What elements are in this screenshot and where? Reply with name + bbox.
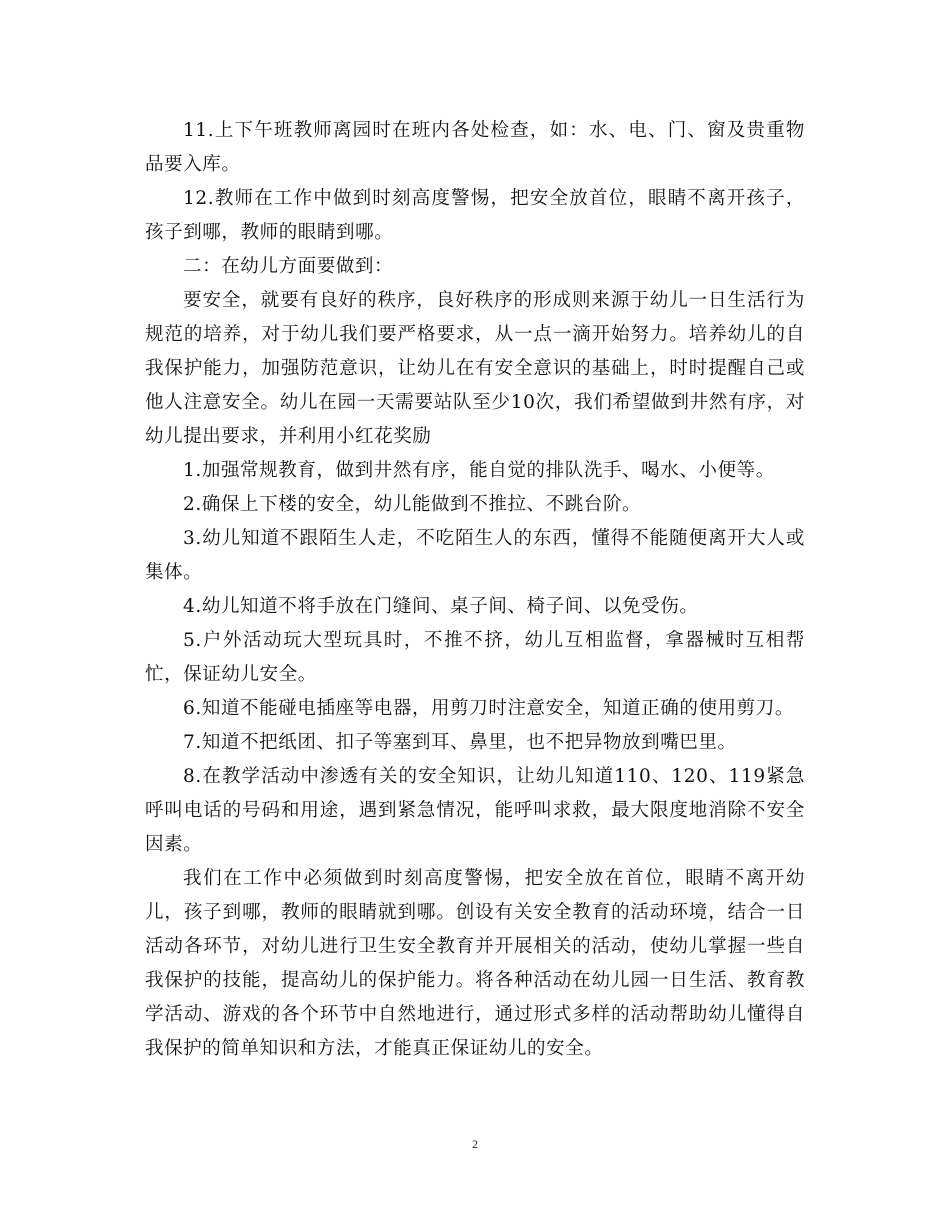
paragraph-item-12: 12.教师在工作中做到时刻高度警惕，把安全放首位，眼睛不离开孩子，孩子到哪，教师的眼睛到哪。: [145, 188, 805, 243]
paragraph-item-11: 11.上下午班教师离园时在班内各处检查，如：水、电、门、窗及贵重物品要入库。: [145, 120, 805, 175]
paragraph-item-8: 8.在教学活动中渗透有关的安全知识，让幼儿知道110、120、119紧急呼叫电话的号码和用途，遇到紧急情况，能呼叫求救，最大限度地消除不安全因素。: [145, 766, 805, 855]
document-body: [145, 114, 805, 1066]
paragraph-intro: 要安全，就要有良好的秩序，良好秩序的形成则来源于幼儿一日生活行为规范的培养，对于幼儿我们要严格要求，从一点一滴开始努力。培养幼儿的自我保护能力，加强防范意识，让幼儿在有安全意识的基础上，时时提醒自己或他人注意安全。幼儿在园一天需要站队至少10次，我们希望做到井然有序，对幼儿提出要求，并利用小红花奖励: [145, 290, 805, 447]
paragraph-item-2: 2.确保上下楼的安全，幼儿能做到不推拉、不跳台阶。: [183, 494, 642, 515]
paragraph-item-1: 1.加强常规教育，做到井然有序，能自觉的排队洗手、喝水、小便等。: [183, 460, 775, 481]
paragraph-item-3: 3.幼儿知道不跟陌生人走，不吃陌生人的东西，懂得不能随便离开大人或集体。: [145, 528, 805, 583]
page-number: 2: [472, 1137, 478, 1151]
paragraph-item-4: 4.幼儿知道不将手放在门缝间、桌子间、椅子间、以免受伤。: [183, 596, 699, 617]
paragraph-conclusion: 我们在工作中必须做到时刻高度警惕，把安全放在首位，眼睛不离开幼儿，孩子到哪，教师的眼睛就到哪。创设有关安全教育的活动环境，结合一日活动各环节，对幼儿进行卫生安全教育并开展相关的活动，使幼儿掌握一些自我保护的技能，提高幼儿的保护能力。将各种活动在幼儿园一日生活、教育教学活动、游戏的各个环节中自然地进行，通过形式多样的活动帮助幼儿懂得自我保护的简单知识和方法，才能真正保证幼儿的安全。: [145, 868, 805, 1059]
paragraph-item-6: 6.知道不能碰电插座等电器，用剪刀时注意安全，知道正确的使用剪刀。: [183, 698, 794, 719]
paragraph-item-5: 5.户外活动玩大型玩具时，不推不挤，幼儿互相监督，拿器械时互相帮忙，保证幼儿安全。: [145, 630, 805, 685]
paragraph-item-7: 7.知道不把纸团、扣子等塞到耳、鼻里，也不把异物放到嘴巴里。: [183, 732, 737, 753]
section-heading-children: 二：在幼儿方面要做到：: [183, 256, 394, 277]
